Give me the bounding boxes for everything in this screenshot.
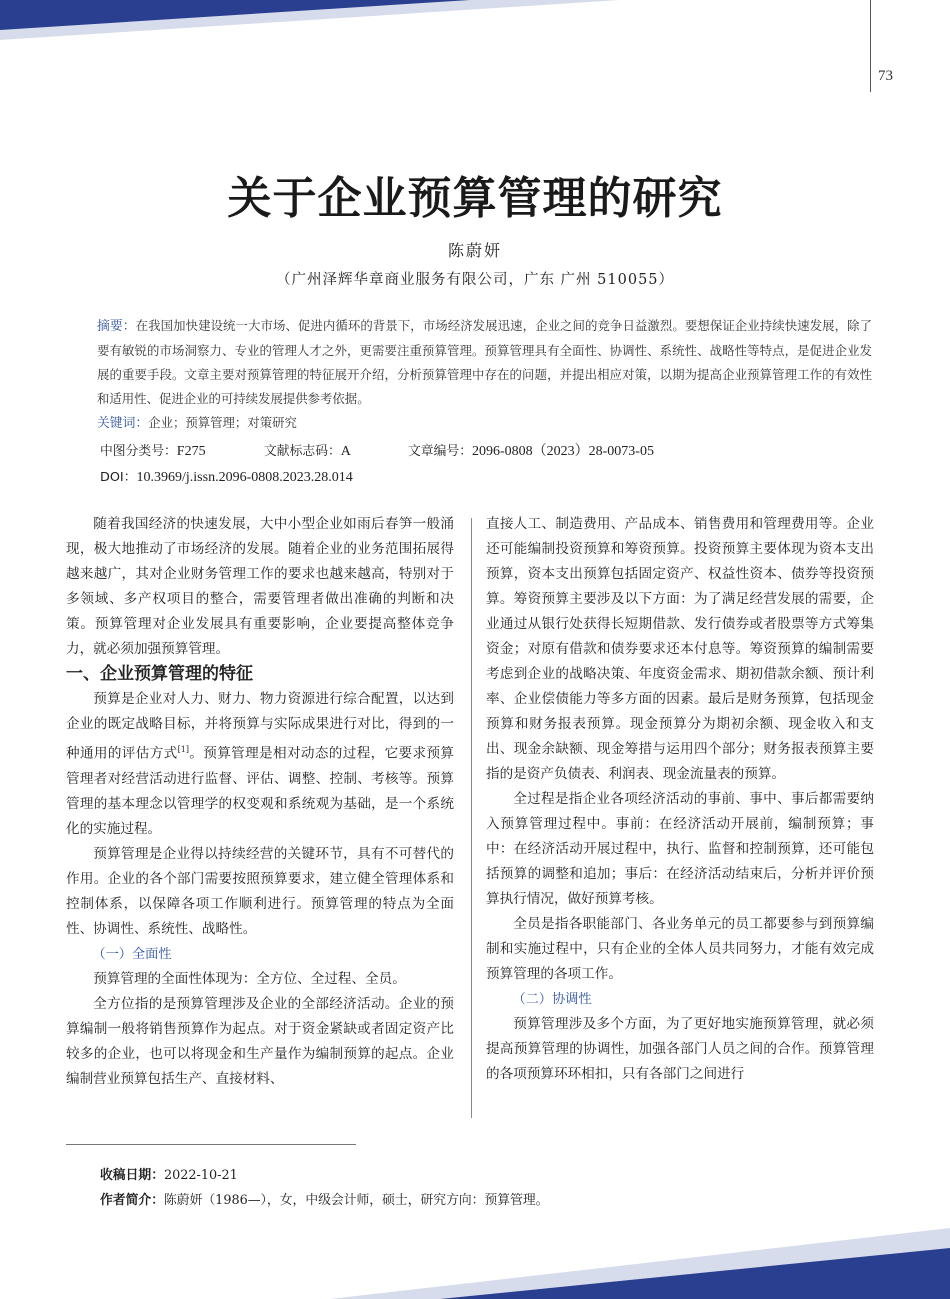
footnote-rule	[66, 1144, 356, 1145]
paragraph: 预算管理是企业得以持续经营的关键环节，具有不可替代的作用。企业的各个部门需要按照预算要求，建立健全管理体系和控制体系，以保障各项工作顺利进行。预算管理的特点为全面性、协调性、系统性、战略性。	[66, 845, 454, 937]
paragraph: 全过程是指企业各项经济活动的事前、事中、事后都需要纳入预算管理过程中。事前：在经济活动开展前，编制预算；事中：在经济活动开展过程中，执行、监督和控制预算，还可能包括预算的调整和追加；事后：在经济活动结束后，分析并评价预算执行情况，做好预算考核。	[486, 791, 874, 907]
author-bio	[100, 1189, 548, 1208]
author-affiliation: （广州泽辉华章商业服务有限公司，广东 广州 510055）	[275, 272, 675, 288]
keywords	[97, 411, 872, 436]
article-title: 关于企业预算管理的研究	[227, 173, 723, 224]
doc-code	[264, 440, 351, 460]
header-rule	[870, 0, 871, 92]
abstract-text: 在我国加快建设统一大市场、促进内循环的背景下，市场经济发展迅速，企业之间的竞争日益激烈。要想保证企业持续快速发展，除了要有敏锐的市场洞察力、专业的管理人才之外，更需要注重预算管理。预算管理具有全面性、协调性、系统性、战略性等特点，是促进企业发展的重要手段。文章主要对预算管理的特征展开介绍，分析预算管理中存在的问题，并提出相应对策，以期为提高企业预算管理工作的有效性和适用性、促进企业的可持续发展提供参考依据。	[97, 318, 873, 406]
doc-label: 文献标志码：	[264, 444, 341, 459]
paragraph: 直接人工、制造费用、产品成本、销售费用和管理费用等。企业还可能编制投资预算和筹资预算。投资预算主要体现为资本支出预算，资本支出预算包括固定资产、权益性资本、债券等投资预算。筹资预算主要涉及以下方面：为了满足经营发展的需要，企业通过从银行处获得长短期借款、发行债券或者股票等方式筹集资金；对原有借款和债券要求还本付息等。筹资预算的编制需要考虑到企业的战略决策、年度资金需求、期初借款余额、预计利率、企业偿债能力等多方面的因素。最后是财务预算，包括现金预算和财务报表预算。现金预算分为期初余额、现金收入和支出、现金余缺额、现金筹措与运用四个部分；财务报表预算主要指的是资产负债表、利润表、现金流量表的预算。	[486, 516, 874, 782]
paragraph: 随着我国经济的快速发展，大中小型企业如雨后春笋一般涌现，极大地推动了市场经济的发展。随着企业的业务范围拓展得越来越广，其对企业财务管理工作的要求也越来越高，特别对于多领域、多产权项目的整合，需要管理者做出准确的判断和决策。预算管理对企业发展具有重要影响，企业要提高整体竞争力，就必须加强预算管理。	[66, 516, 454, 657]
subsection-heading: （二）协调性	[512, 992, 592, 1007]
body-column-left	[66, 512, 454, 1092]
bio-value: 陈蔚妍（1986—），女，中级会计师，硕士，研究方向：预算管理。	[163, 1193, 549, 1208]
doc-value: A	[340, 444, 351, 459]
section-heading: 一、企业预算管理的特征	[66, 664, 253, 684]
received-value: 2022-10-21	[163, 1168, 238, 1183]
paragraph: 全方位指的是预算管理涉及企业的全部经济活动。企业的预算编制一般将销售预算作为起点。对于资金紧缺或者固定资产比较多的企业，也可以将现金和生产量作为编制预算的起点。企业编制营业预算包括生产、直接材料、	[66, 995, 454, 1087]
article-number	[408, 440, 654, 460]
keywords-text: 企业；预算管理；对策研究	[148, 415, 297, 430]
clc-label: 中图分类号：	[100, 444, 177, 459]
keywords-label: 关键词：	[97, 416, 149, 431]
paragraph-text: 。预算管理是相对动态的过程，它要求预算管理者对经营活动进行监督、评估、调整、控制、考核等。预算管理的基本理念以管理学的权变观和系统观为基础，是一个系统化的实施过程。	[66, 745, 455, 837]
received-date	[100, 1164, 238, 1183]
abstract-label: 摘要：	[97, 319, 136, 334]
clc-value: F275	[176, 444, 206, 459]
top-band-dark	[0, 0, 470, 30]
abstract	[97, 314, 872, 411]
paragraph	[66, 687, 454, 842]
column-divider	[471, 518, 472, 1118]
doi-label: DOI：	[100, 470, 137, 485]
page-number: 73	[878, 68, 893, 84]
article-number-value: 2096-0808（2023）28-0073-05	[471, 444, 654, 459]
paragraph: 全员是指各职能部门、各业务单元的员工都要参与到预算编制和实施过程中，只有企业的全体人员共同努力，才能有效完成预算管理的各项工作。	[486, 916, 874, 982]
bio-label: 作者简介：	[100, 1193, 164, 1208]
author-name: 陈蔚妍	[447, 241, 502, 260]
article-number-label: 文章编号：	[408, 444, 472, 459]
body-column-right	[486, 512, 874, 1087]
received-label: 收稿日期：	[100, 1168, 164, 1183]
paragraph-text: 预算是企业对人力、财力、物力资源进行综合配置，以达到企业的既定战略目标，并将预算与实际成果进行对比，得到的一种通用的评估方式	[66, 691, 454, 762]
paragraph: 预算管理涉及多个方面，为了更好地实施预算管理，就必须提高预算管理的协调性，加强各部门人员之间的合作。预算管理的各项预算环环相扣，只有各部门之间进行	[486, 1016, 874, 1082]
subsection-heading: （一）全面性	[92, 946, 172, 962]
paragraph: 预算管理的全面性体现为：全方位、全过程、全员。	[93, 970, 406, 987]
doi-value[interactable]: 10.3969/j.issn.2096-0808.2023.28.014	[136, 470, 353, 485]
abstract-block	[97, 314, 872, 436]
clc-code	[100, 440, 206, 460]
citation-ref[interactable]: [1]	[177, 745, 189, 754]
doi	[100, 466, 353, 486]
